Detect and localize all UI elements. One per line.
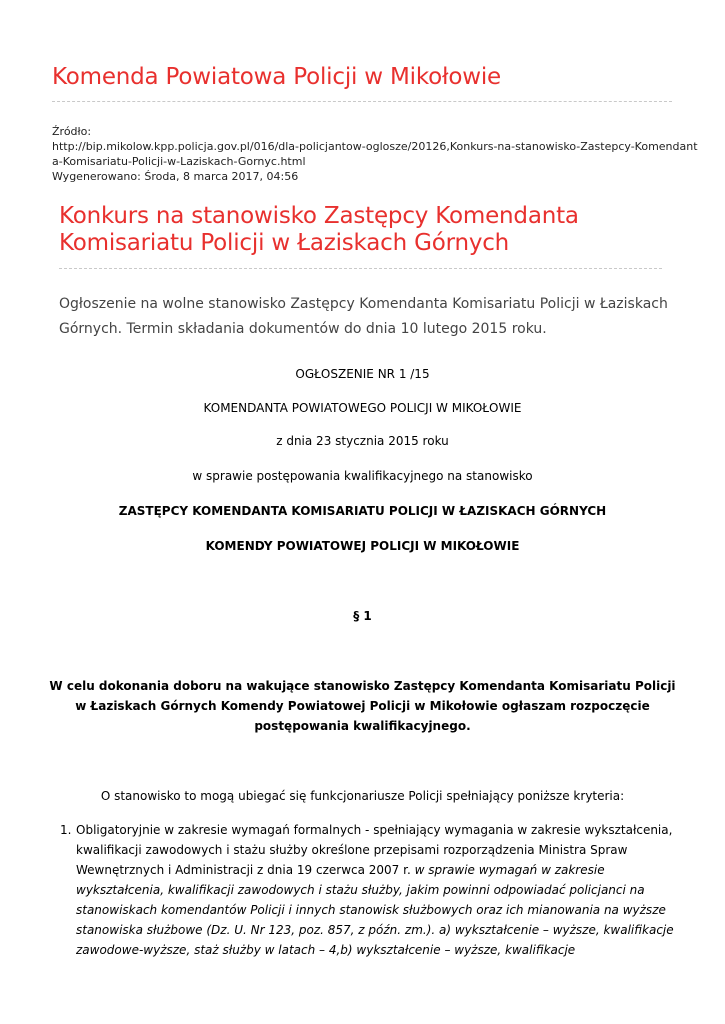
criteria-line (76, 880, 681, 900)
notice-number: OGŁOSZENIE NR 1 /15 (295, 367, 430, 381)
criteria-line (76, 860, 681, 880)
criteria-italic-text: wykształcenia, kwalifikacji zawodowych i stażu służby, jakim powinni odpowiadać policjanci na (76, 883, 645, 897)
site-title: Komenda Powiatowa Policji w Mikołowie (52, 64, 501, 90)
article-lead: Ogłoszenie na wolne stanowisko Zastępcy Komendanta Komisariatu Policji w Łaziskach Górnych. Termin składania dokumentów do dnia 10 lutego 2015 roku. (59, 296, 668, 337)
position-line2: KOMENDY POWIATOWEJ POLICJI W MIKOŁOWIE (205, 539, 520, 553)
notice-subject: w sprawie postępowania kwalifikacyjnego na stanowisko (192, 469, 533, 483)
criteria-line (76, 940, 681, 960)
criteria-italic-text: stanowiskach komendantów Policji i innych stanowisk służbowych oraz ich mianowania na wyższe (76, 903, 666, 917)
source-url-line1[interactable]: http://bip.mikolow.kpp.policja.gov.pl/016/dla-policjantow-oglosze/20126,Konkurs-na-stanowisko-Zastepcy-Komendant (52, 140, 698, 153)
article-title: Konkurs na stanowisko Zastępcy Komendanta Komisariatu Policji w Łaziskach Górnych (59, 203, 579, 256)
generated-timestamp: Wygenerowano: Środa, 8 marca 2017, 04:56 (52, 170, 299, 183)
notice-date: z dnia 23 stycznia 2015 roku (276, 434, 449, 448)
criteria-italic-text: w sprawie wymagań w zakresie (414, 863, 605, 877)
title-divider (59, 268, 662, 269)
header-divider (52, 101, 672, 102)
list-item-number: 1. (60, 823, 72, 837)
criteria-line: Obligatoryjnie w zakresie wymagań formalnych - spełniający wymagania w zakresie wykształcenia, (76, 823, 673, 837)
position-line1: ZASTĘPCY KOMENDANTA KOMISARIATU POLICJI W ŁAZISKACH GÓRNYCH (118, 504, 607, 518)
criteria-line: kwalifikacji zawodowych i stażu służby określone przepisami rozporządzenia Ministra Spraw (76, 843, 628, 857)
criteria-italic-text: stanowiska służbowe (Dz. U. Nr 123, poz. 857, z późn. zm.). a) wykształcenie – wyższe, kwalifikacje (76, 923, 674, 937)
source-label: Źródło: (52, 125, 92, 138)
source-info (52, 124, 698, 184)
criteria-italic-text: zawodowe-wyższe, staż służby w latach – 4,b) wykształcenie – wyższe, kwalifikacje (76, 943, 576, 957)
notice-issuer: KOMENDANTA POWIATOWEGO POLICJI W MIKOŁOWIE (203, 401, 522, 415)
source-url-line2[interactable]: a-Komisariatu-Policji-w-Laziskach-Gornyc.html (52, 155, 306, 168)
announcement-line3: postępowania kwalifikacyjnego. (254, 719, 471, 733)
criteria-intro: O stanowisko to mogą ubiegać się funkcjonariusze Policji spełniający poniższe kryteria: (100, 789, 625, 803)
criteria-line (76, 900, 681, 920)
list-item (76, 820, 681, 960)
announcement-line2: w Łaziskach Górnych Komendy Powiatowej Policji w Mikołowie ogłaszam rozpoczęcie (75, 699, 650, 713)
announcement-line1: W celu dokonania doboru na wakujące stanowisko Zastępcy Komendanta Komisariatu Policji (49, 679, 676, 693)
criteria-text: Wewnętrznych i Administracji z dnia 19 czerwca 2007 r. (76, 863, 415, 877)
section-marker: § 1 (353, 609, 372, 623)
criteria-line (76, 920, 681, 940)
